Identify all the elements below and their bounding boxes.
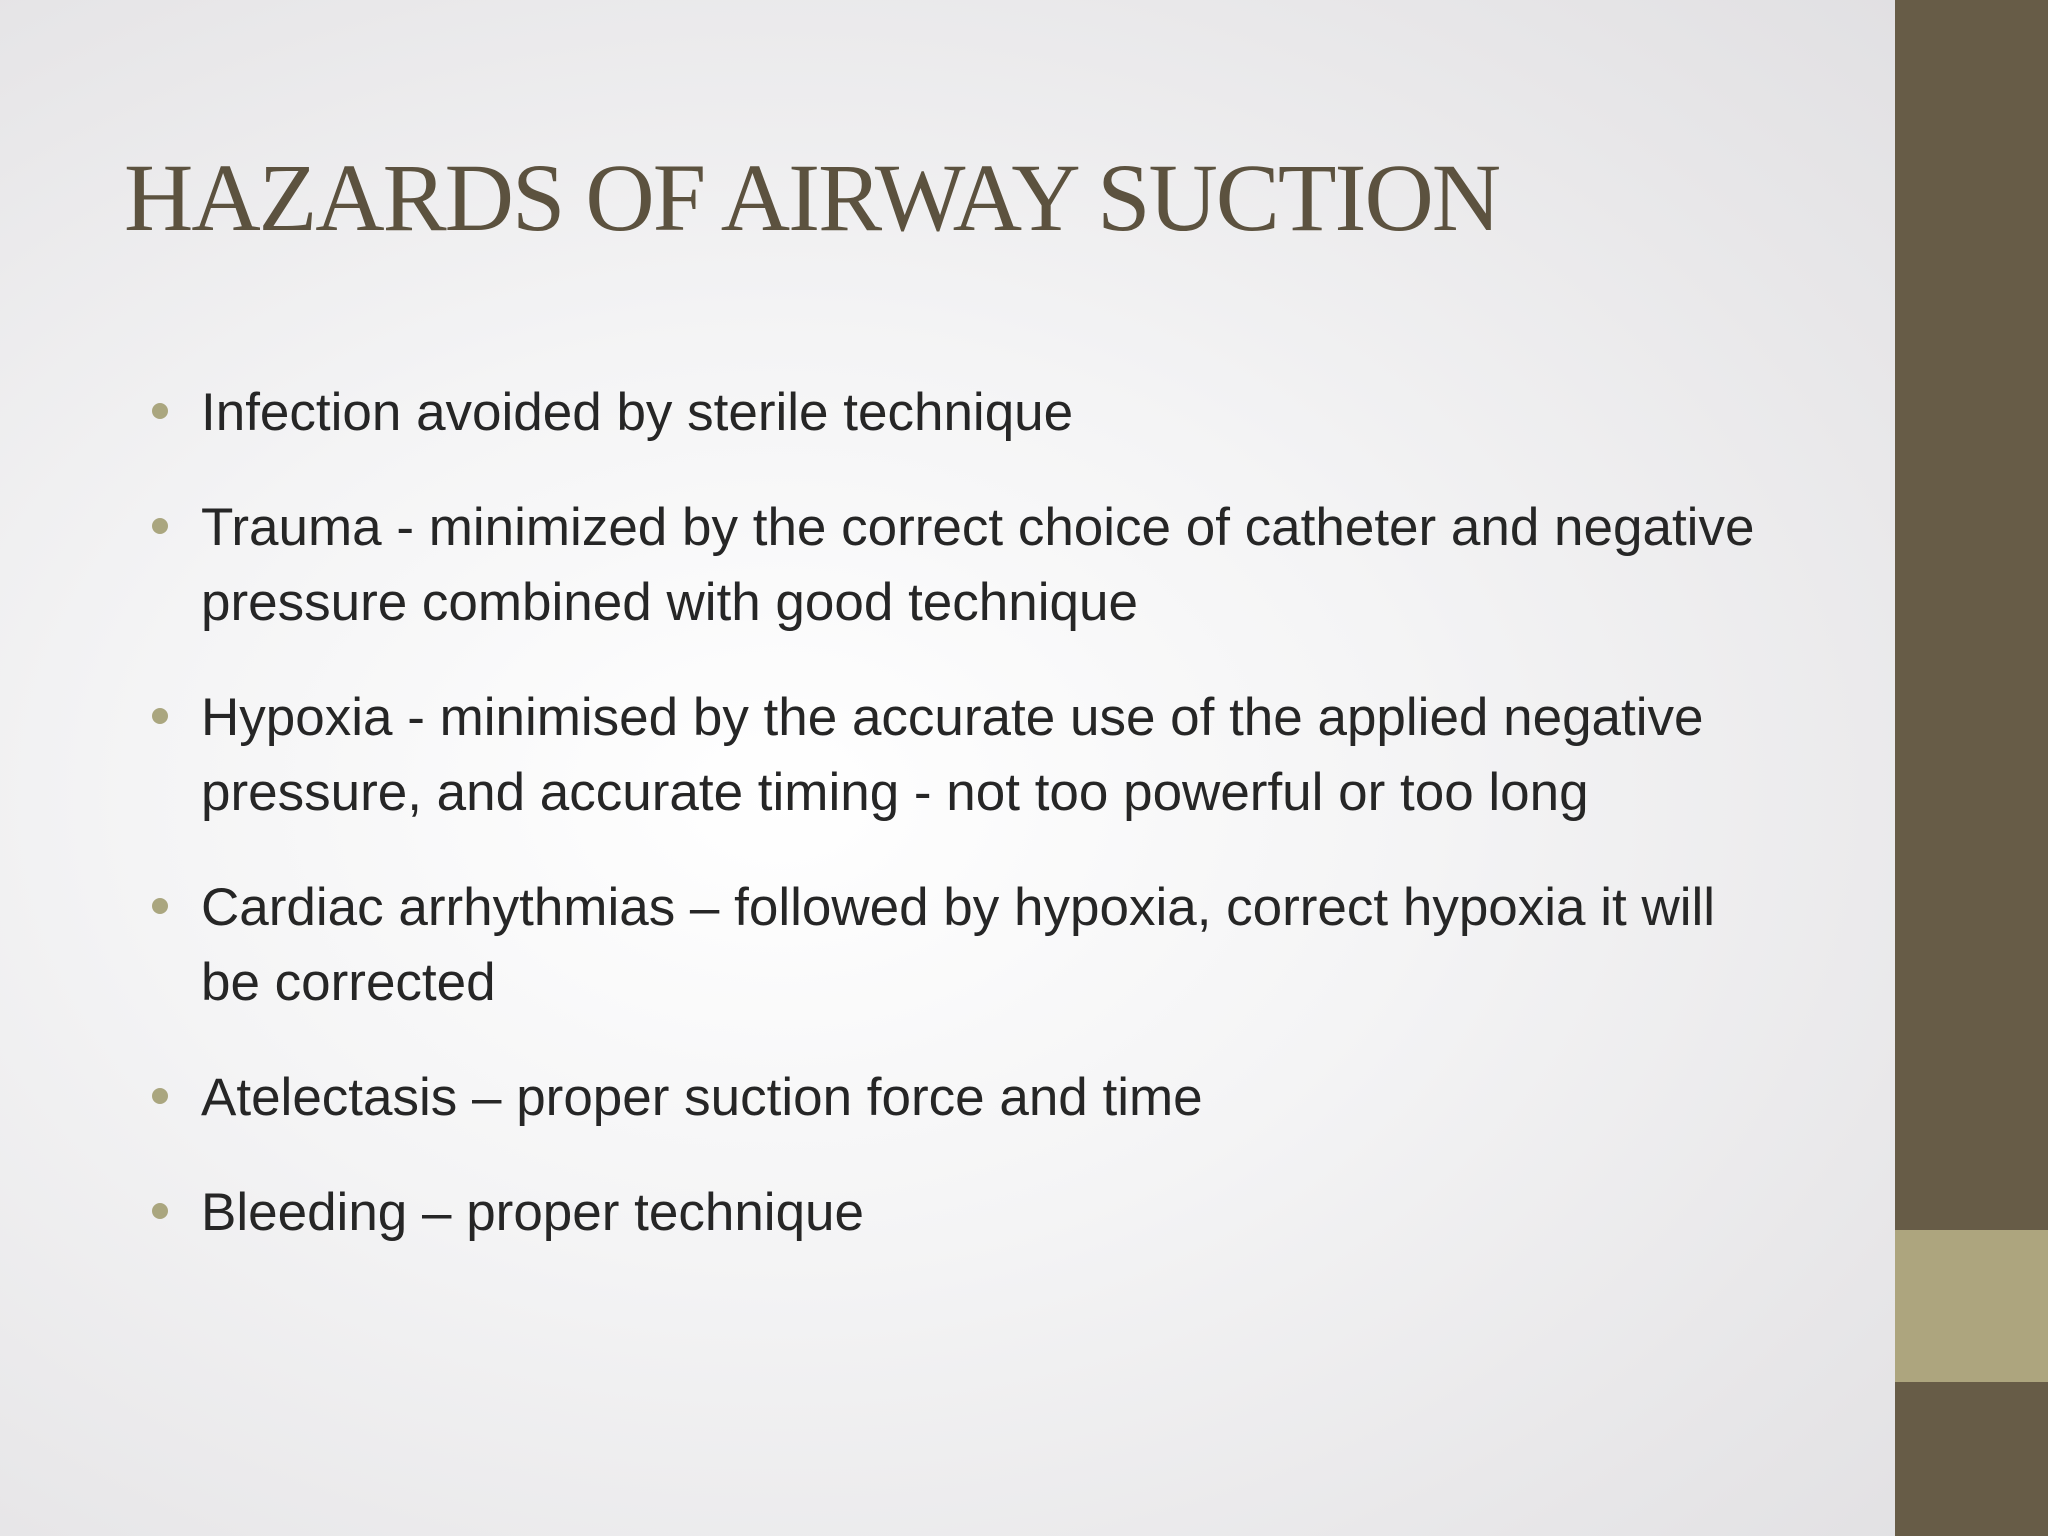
- bullet-item-trauma: [145, 490, 1765, 640]
- bullet-dot-icon: [152, 518, 168, 534]
- bullet-dot-icon: [152, 1203, 168, 1219]
- bullet-text: Atelectasis – proper suction force and time: [201, 1068, 1203, 1127]
- bullet-item-atelectasis: [145, 1060, 1765, 1135]
- bullet-text: Cardiac arrhythmias – followed by hypoxia, correct hypoxia it will be corrected: [201, 878, 1716, 1012]
- bullet-item-cardiac-arrhythmias: [145, 870, 1765, 1020]
- bullet-dot-icon: [152, 898, 168, 914]
- bullet-text: Hypoxia - minimised by the accurate use of the applied negative pressure, and accurate timing - not too powerful or too long: [201, 688, 1704, 822]
- bullet-item-hypoxia: [145, 680, 1765, 830]
- bullet-text: Trauma - minimized by the correct choice of catheter and negative pressure combined with good technique: [201, 498, 1755, 632]
- bullet-text: Infection avoided by sterile technique: [201, 383, 1074, 442]
- bullet-list: [145, 375, 1765, 1290]
- bullet-dot-icon: [152, 403, 168, 419]
- slide-title: HAZARDS OF AIRWAY SUCTION: [124, 144, 1500, 251]
- bullet-dot-icon: [152, 1088, 168, 1104]
- side-accent-block: [1895, 1230, 2048, 1382]
- bullet-item-infection: [145, 375, 1765, 450]
- bullet-text: Bleeding – proper technique: [201, 1183, 864, 1242]
- bullet-dot-icon: [152, 708, 168, 724]
- bullet-item-bleeding: [145, 1175, 1765, 1250]
